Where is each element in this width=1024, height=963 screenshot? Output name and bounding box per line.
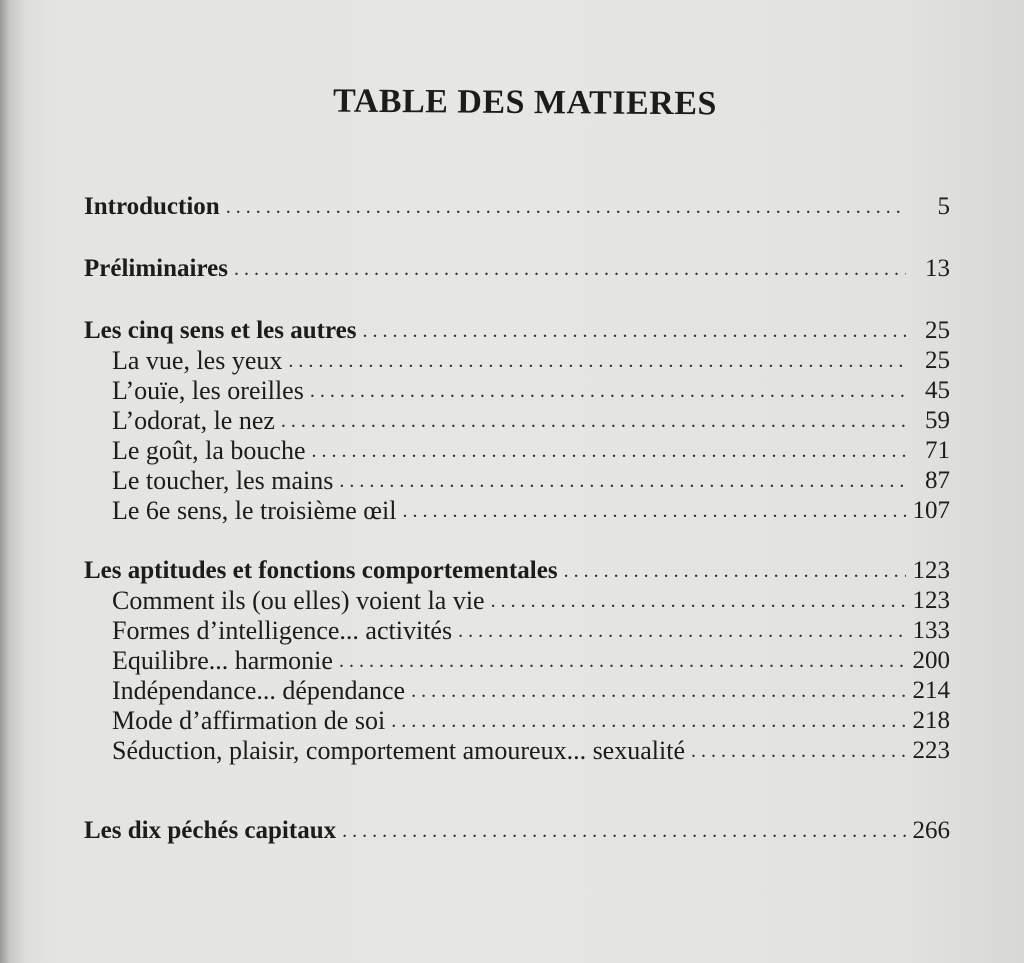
toc-entry-label: Le goût, la bouche <box>112 436 306 465</box>
toc-entry-label: Comment ils (ou elles) voient la vie <box>112 586 485 615</box>
toc-entry <box>84 434 950 466</box>
toc-entry <box>84 404 950 436</box>
leader-dots <box>333 466 906 496</box>
toc-entry-page: 123 <box>912 587 950 614</box>
toc-entry-page: 266 <box>912 817 950 844</box>
toc-entry-label: Mode d’affirmation de soi <box>112 706 386 735</box>
toc-entry <box>84 674 950 706</box>
leader-dots <box>304 376 906 406</box>
toc-entry <box>84 464 950 496</box>
leader-dots <box>558 556 906 586</box>
toc-entry-page: 87 <box>925 467 950 494</box>
toc-entry-page: 45 <box>925 377 950 404</box>
toc-entry-label: Equilibre... harmonie <box>112 646 333 675</box>
toc-entry <box>84 584 950 616</box>
toc-entry <box>84 554 950 586</box>
toc-entry-page: 13 <box>925 255 950 282</box>
leader-dots <box>282 346 906 376</box>
toc-entry-label: Les dix péchés capitaux <box>84 817 337 844</box>
toc-entry-page: 223 <box>912 737 950 764</box>
toc-entry-label: Le 6e sens, le troisième œil <box>112 496 397 525</box>
leader-dots <box>385 706 906 736</box>
leader-dots <box>396 496 906 526</box>
toc-entry <box>84 252 950 284</box>
toc-entry <box>84 494 950 526</box>
toc-entry-label: Les aptitudes et fonctions comportementales <box>84 557 558 584</box>
page-title: TABLE DES MATIERES <box>333 82 717 123</box>
toc-entry-label: L’odorat, le nez <box>112 406 275 435</box>
toc-entry-page: 218 <box>912 707 950 734</box>
leader-dots <box>356 316 906 346</box>
toc-entry <box>84 814 950 846</box>
toc-entry-label: Introduction <box>84 193 220 220</box>
toc-entry-label: Le toucher, les mains <box>112 466 334 495</box>
toc-entry-page: 25 <box>925 347 950 374</box>
toc-entry-label: Indépendance... dépendance <box>112 676 406 705</box>
toc-entry-label: Formes d’intelligence... activités <box>112 616 453 645</box>
toc-entry-page: 71 <box>925 437 950 464</box>
toc-entry-page: 59 <box>925 407 950 434</box>
toc-entry-page: 107 <box>912 497 950 524</box>
leader-dots <box>485 586 906 616</box>
toc-entry-page: 133 <box>912 617 950 644</box>
toc-entry <box>84 314 950 346</box>
toc-entry <box>84 734 950 766</box>
toc-entry-page: 214 <box>912 677 950 704</box>
leader-dots <box>452 616 906 646</box>
toc-entry-page: 123 <box>912 557 950 584</box>
toc-entry-label: Les cinq sens et les autres <box>84 317 357 344</box>
leader-dots <box>405 676 906 706</box>
leader-dots <box>336 816 906 846</box>
toc-entry <box>84 344 950 376</box>
leader-dots <box>333 646 906 676</box>
toc-entry <box>84 190 950 222</box>
leader-dots <box>275 406 906 436</box>
leader-dots <box>306 436 907 466</box>
toc-entry <box>84 614 950 646</box>
leader-dots <box>228 254 906 284</box>
leader-dots <box>220 192 906 222</box>
toc-entry-label: La vue, les yeux <box>112 346 283 375</box>
toc-entry <box>84 704 950 736</box>
toc-entry-page: 25 <box>925 317 950 344</box>
toc-entry-label: L’ouïe, les oreilles <box>112 376 304 405</box>
toc-entry-label: Préliminaires <box>84 255 228 282</box>
toc-entry <box>84 374 950 406</box>
toc-entry-label: Séduction, plaisir, comportement amoureux... sexualité <box>112 736 685 765</box>
toc-entry-page: 5 <box>937 193 950 220</box>
toc-entry-page: 200 <box>912 647 950 674</box>
toc-entry <box>84 644 950 676</box>
leader-dots <box>685 736 906 766</box>
